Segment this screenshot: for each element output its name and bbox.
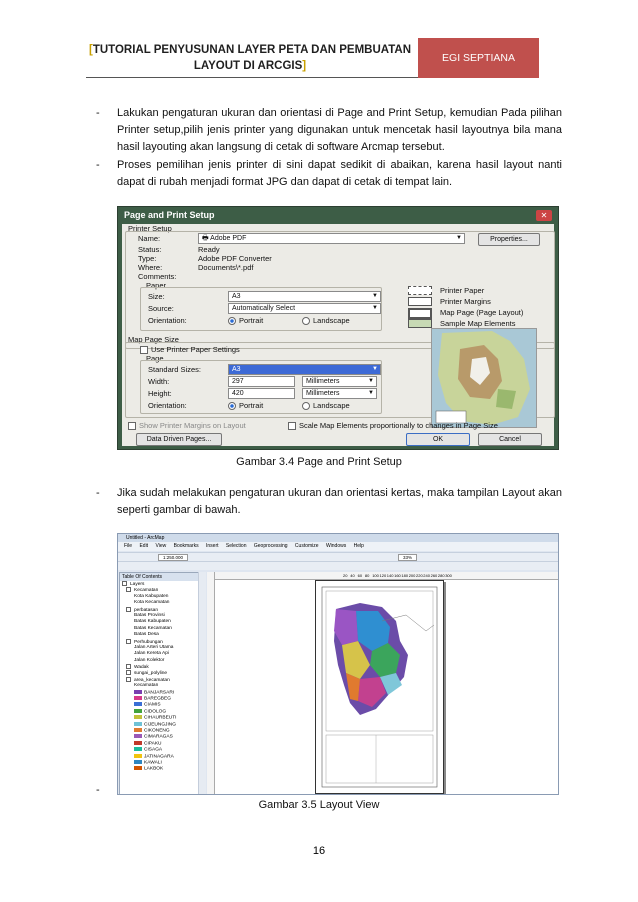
toc-layer-item[interactable] bbox=[120, 766, 198, 772]
chevron-down-icon: ▼ bbox=[456, 235, 462, 241]
ruler-tick-label: 60 bbox=[357, 573, 363, 578]
layout-canvas[interactable] bbox=[215, 580, 558, 794]
toc-layer-label: Batas Kabupaten bbox=[134, 619, 171, 625]
cancel-button[interactable]: Cancel bbox=[478, 433, 542, 446]
header-divider bbox=[86, 77, 418, 78]
checkbox-icon bbox=[128, 422, 136, 430]
zoom-select[interactable] bbox=[398, 554, 417, 561]
toc-layer-label: CIAMIS bbox=[144, 702, 161, 708]
checkbox-icon[interactable] bbox=[122, 581, 127, 586]
width-value: 297 bbox=[232, 378, 244, 385]
show-margins-label: Show Printer Margins on Layout bbox=[139, 421, 246, 430]
properties-button[interactable]: Properties... bbox=[478, 233, 540, 246]
layout-map bbox=[316, 581, 443, 793]
toc-layer-label: LAKBOK bbox=[144, 766, 164, 772]
scale-value: 1:250.000 bbox=[163, 555, 184, 560]
sample-elements-swatch bbox=[408, 319, 432, 328]
ruler-tick-label: 120 bbox=[379, 573, 387, 578]
radio-icon bbox=[302, 317, 310, 325]
where-value: Documents\*.pdf bbox=[198, 263, 254, 272]
toc-layer-label: Perhubungan bbox=[134, 639, 163, 645]
toc-layer-label: CIPAKU bbox=[144, 741, 162, 747]
legend-printer-paper: Printer Paper bbox=[440, 286, 485, 295]
name-label: Name: bbox=[138, 234, 161, 243]
map-portrait-radio[interactable] bbox=[228, 401, 263, 410]
tools-toolbar bbox=[118, 561, 558, 570]
dialog-body bbox=[122, 224, 554, 446]
source-label: Source: bbox=[148, 304, 174, 313]
page-group-label: Page bbox=[146, 354, 164, 363]
paper-source-value: Automatically Select bbox=[232, 305, 296, 312]
printer-name-value: Adobe PDF bbox=[210, 235, 247, 242]
toc-layer-label: Batas Desa bbox=[134, 632, 159, 638]
paragraph-text: Jika sudah melakukan pengaturan ukuran dan orientasi kertas, maka tampilan Layout akan seperti gambar di bawah. bbox=[117, 487, 562, 516]
ruler-tick-label: 80 bbox=[364, 573, 370, 578]
ruler-tick-label: 140 bbox=[386, 573, 394, 578]
legend-swatch bbox=[134, 690, 142, 694]
legend-swatch bbox=[134, 709, 142, 713]
toc-layer-label: Jalan Arteri Utama bbox=[134, 644, 174, 650]
arcmap-title-bar bbox=[118, 534, 558, 542]
toc-layer-label: sungai_polyline bbox=[134, 671, 168, 677]
legend-sample-elements: Sample Map Elements bbox=[440, 319, 516, 328]
printer-name-select[interactable] bbox=[198, 233, 465, 244]
paragraph-1 bbox=[96, 105, 562, 156]
radio-selected-icon bbox=[228, 317, 236, 325]
menu-view[interactable]: View bbox=[155, 543, 167, 549]
printer-setup-label: Printer Setup bbox=[128, 224, 172, 233]
paragraph-text: Lakukan pengaturan ukuran dan orientasi di Page and Print Setup, kemudian Pada pilihan Printer setup,pilih jenis printer yang digunakan untuk mencetak hasil layoutnya bila mana hasil layouting akan langsung di cetak di software Arcmap tersebut. bbox=[117, 107, 562, 153]
header-author-box bbox=[418, 38, 539, 78]
checkbox-icon[interactable] bbox=[126, 587, 131, 592]
checkbox-icon[interactable] bbox=[126, 639, 131, 644]
scale-select[interactable] bbox=[158, 554, 188, 561]
toc-layer-label: Kecamatan bbox=[134, 588, 159, 594]
header-bracket-open: [ bbox=[88, 44, 93, 56]
header-title-text: TUTORIAL PENYUSUNAN LAYER PETA DAN PEMBUATAN LAYOUT DI ARCGIS bbox=[92, 44, 412, 72]
ruler-tick-label: 260 bbox=[430, 573, 438, 578]
toc-layer-label: CIMARAGAS bbox=[144, 734, 173, 740]
chevron-down-icon: ▼ bbox=[372, 305, 378, 311]
legend-swatch bbox=[134, 760, 142, 764]
toc-layer-label: BANJARSARI bbox=[144, 689, 175, 695]
toc-layer-label: area_kecamatan bbox=[134, 677, 170, 683]
preview-map-image bbox=[432, 329, 536, 427]
where-label: Where: bbox=[138, 263, 163, 272]
toc-layer-label: perbatasan bbox=[134, 607, 159, 613]
width-unit-select[interactable] bbox=[302, 376, 377, 387]
height-value: 420 bbox=[232, 390, 244, 397]
chevron-down-icon: ▼ bbox=[372, 293, 378, 299]
width-label: Width: bbox=[148, 377, 170, 386]
header-author: EGI SEPTIANA bbox=[442, 52, 515, 64]
toc-layer-label: CIDOLOG bbox=[144, 709, 167, 715]
menu-help[interactable]: Help bbox=[353, 543, 364, 549]
toc-layer-label: JATINAGARA bbox=[144, 753, 174, 759]
status-value: Ready bbox=[198, 245, 220, 254]
legend-swatch bbox=[134, 754, 142, 758]
legend-swatch bbox=[134, 702, 142, 706]
legend-swatch bbox=[134, 722, 142, 726]
scale-elements-checkbox[interactable] bbox=[288, 421, 498, 430]
paper-landscape-radio[interactable] bbox=[302, 316, 350, 325]
data-driven-pages-button[interactable]: Data Driven Pages... bbox=[136, 433, 222, 446]
checkbox-icon bbox=[288, 422, 296, 430]
ruler-tick-label: 300 bbox=[445, 573, 452, 578]
toc-layer-label: Jalan Kereta Api bbox=[134, 651, 169, 657]
radio-selected-icon bbox=[228, 402, 236, 410]
height-unit-select[interactable] bbox=[302, 388, 377, 399]
toc-layer-label: Batas Kecamatan bbox=[134, 625, 172, 631]
type-label: Type: bbox=[138, 254, 157, 263]
chevron-down-icon: ▼ bbox=[368, 378, 374, 384]
height-unit-value: Millimeters bbox=[306, 390, 340, 397]
standard-sizes-value: A3 bbox=[232, 366, 241, 373]
vertical-ruler bbox=[207, 572, 215, 794]
arcmap-title: Untitled - ArcMap bbox=[126, 535, 165, 541]
ruler-tick-label: 280 bbox=[437, 573, 445, 578]
menu-windows[interactable]: Windows bbox=[325, 543, 347, 549]
ruler-tick-label: 220 bbox=[416, 573, 423, 578]
orientation-label: Orientation: bbox=[148, 316, 187, 325]
width-input[interactable] bbox=[228, 376, 295, 387]
portrait-label: Portrait bbox=[239, 316, 264, 325]
map-portrait-label: Portrait bbox=[239, 401, 264, 410]
menu-customize[interactable]: Customize bbox=[294, 543, 319, 549]
scale-elements-label: Scale Map Elements proportionally to changes in Page Size bbox=[299, 421, 498, 430]
toc-list bbox=[120, 581, 198, 773]
map-page-size-label: Map Page Size bbox=[128, 335, 179, 344]
printer-paper-swatch bbox=[408, 286, 432, 295]
bullet-dash: - bbox=[96, 784, 100, 796]
paragraph-text: Proses pemilihan jenis printer di sini dapat sedikit di abaikan, karena hasil layout nanti dapat di rubah menjadi format JPG dan dapat di cetak di tempat lain. bbox=[117, 159, 562, 188]
dialog-title: Page and Print Setup bbox=[124, 210, 215, 220]
ruler-tick-label: 240 bbox=[423, 573, 430, 578]
close-icon[interactable]: ✕ bbox=[536, 210, 552, 221]
ruler-tick-label: 100 bbox=[372, 573, 379, 578]
paper-source-select[interactable] bbox=[228, 303, 381, 314]
map-landscape-label: Landscape bbox=[313, 401, 350, 410]
legend-swatch bbox=[134, 747, 142, 751]
legend-swatch bbox=[134, 741, 142, 745]
toc-layer-label: Batas Provinsi bbox=[134, 612, 165, 618]
table-of-contents bbox=[119, 572, 199, 795]
toc-layer-label: CIJEUNGJING bbox=[144, 721, 176, 727]
checkbox-icon[interactable] bbox=[126, 664, 131, 669]
use-printer-paper-checkbox[interactable] bbox=[140, 345, 240, 354]
ruler-tick-label: 20 bbox=[343, 573, 348, 578]
standard-toolbar bbox=[118, 552, 558, 561]
menu-selection[interactable]: Selection bbox=[225, 543, 247, 549]
map-page-swatch bbox=[408, 308, 432, 319]
show-margins-checkbox[interactable] bbox=[128, 421, 246, 430]
comments-label: Comments: bbox=[138, 272, 177, 281]
paper-portrait-radio[interactable] bbox=[228, 316, 263, 325]
ok-button[interactable]: OK bbox=[406, 433, 470, 446]
radio-icon bbox=[302, 402, 310, 410]
header-bracket-close: ] bbox=[302, 60, 307, 72]
checkbox-icon[interactable] bbox=[126, 670, 131, 675]
width-unit-value: Millimeters bbox=[306, 378, 340, 385]
toc-layer-label: CIHAURBEUTI bbox=[144, 715, 177, 721]
ruler-tick-label: 40 bbox=[350, 573, 355, 578]
layout-page bbox=[315, 580, 444, 794]
menu-edit[interactable]: Edit bbox=[139, 543, 149, 549]
figure1-caption: Gambar 3.4 Page and Print Setup bbox=[236, 456, 402, 468]
ruler-tick-label: 180 bbox=[401, 573, 409, 578]
toc-title: Table Of Contents bbox=[120, 573, 198, 581]
legend-swatch bbox=[134, 734, 142, 738]
zoom-value: 33% bbox=[403, 555, 413, 560]
legend-swatch bbox=[134, 715, 142, 719]
menu-file[interactable]: File bbox=[124, 543, 133, 549]
bullet-dash: - bbox=[96, 487, 100, 499]
toc-layer-label: Kota Kecamatan bbox=[134, 600, 170, 606]
chevron-down-icon: ▼ bbox=[368, 390, 374, 396]
arcmap-window bbox=[117, 533, 559, 795]
paper-size-select[interactable] bbox=[228, 291, 381, 302]
size-label: Size: bbox=[148, 292, 165, 301]
legend-swatch bbox=[134, 696, 142, 700]
toc-layer-label: BAREGBEG bbox=[144, 696, 171, 702]
chevron-down-icon: ▼ bbox=[372, 366, 378, 372]
toc-layer-label: Kecamatan bbox=[134, 683, 159, 689]
legend-swatch bbox=[134, 766, 142, 770]
printer-icon: 🖶 bbox=[202, 235, 211, 242]
menu-bookmarks[interactable]: Bookmarks bbox=[173, 543, 199, 549]
header-title bbox=[85, 42, 415, 74]
map-orientation-label: Orientation: bbox=[148, 401, 187, 410]
toc-layer-label: CIKONENG bbox=[144, 728, 170, 734]
paper-group-label: Paper bbox=[146, 281, 167, 290]
toc-layer-label: Kota Kabupaten bbox=[134, 593, 169, 599]
type-value: Adobe PDF Converter bbox=[198, 254, 272, 263]
toc-layer-label: Jalan Kolektor bbox=[134, 657, 165, 663]
menu-insert[interactable]: Insert bbox=[206, 543, 219, 549]
legend-printer-margins: Printer Margins bbox=[440, 297, 491, 306]
checkbox-icon bbox=[140, 346, 148, 354]
map-landscape-radio[interactable] bbox=[302, 401, 350, 410]
menu-geoprocessing[interactable]: Geoprocessing bbox=[253, 543, 288, 549]
status-label: Status: bbox=[138, 245, 162, 254]
ruler-tick-label: 200 bbox=[408, 573, 416, 578]
toc-layer-label: Wadak bbox=[134, 664, 149, 670]
checkbox-icon[interactable] bbox=[126, 607, 131, 612]
page-number: 16 bbox=[312, 845, 326, 857]
horizontal-ruler bbox=[215, 572, 558, 580]
standard-sizes-select[interactable] bbox=[228, 364, 381, 375]
toc-layer-label: CISAGA bbox=[144, 747, 163, 753]
toc-layer-label: KAWALI bbox=[144, 760, 162, 766]
ruler-tick-label: 160 bbox=[394, 573, 401, 578]
page-preview-map bbox=[431, 328, 537, 428]
bullet-dash: - bbox=[96, 107, 100, 119]
paragraph-2 bbox=[96, 157, 562, 191]
paper-size-value: A3 bbox=[232, 293, 241, 300]
page-print-setup-dialog bbox=[117, 206, 559, 450]
height-label: Height: bbox=[148, 389, 172, 398]
standard-sizes-label: Standard Sizes: bbox=[148, 365, 201, 374]
bullet-dash: - bbox=[96, 159, 100, 171]
legend-map-page: Map Page (Page Layout) bbox=[440, 308, 524, 317]
paragraph-3 bbox=[96, 485, 562, 519]
height-input[interactable] bbox=[228, 388, 295, 399]
printer-margins-swatch bbox=[408, 297, 432, 306]
arcmap-menu-bar bbox=[118, 542, 558, 551]
figure2-caption: Gambar 3.5 Layout View bbox=[258, 799, 380, 811]
checkbox-icon[interactable] bbox=[126, 677, 131, 682]
landscape-label: Landscape bbox=[313, 316, 350, 325]
use-printer-paper-label: Use Printer Paper Settings bbox=[151, 345, 240, 354]
side-toolbar bbox=[198, 572, 206, 794]
toc-layer-label: Layers bbox=[130, 581, 145, 587]
legend-swatch bbox=[134, 728, 142, 732]
